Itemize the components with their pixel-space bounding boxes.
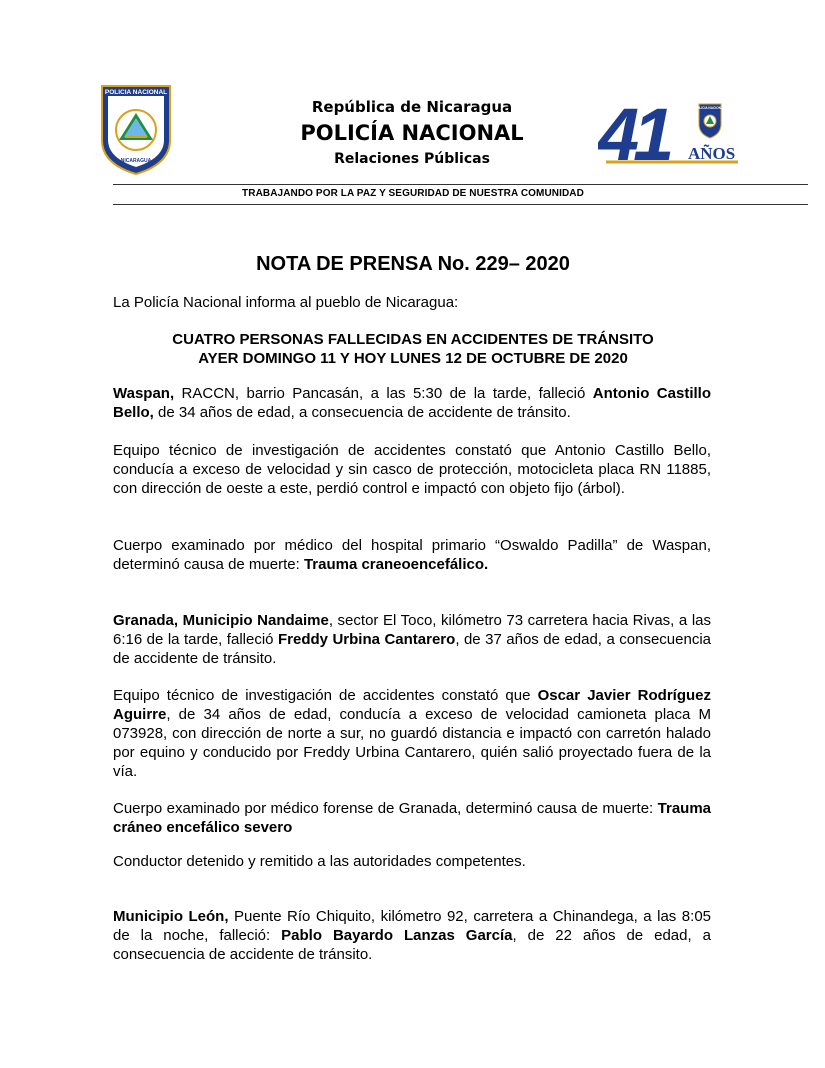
case1-cause: Cuerpo examinado por médico del hospital primario “Oswaldo Padilla” de Waspan, determinó causa de muerte: Trauma craneoencefálico. bbox=[113, 537, 711, 573]
case3-victim: Pablo Bayardo Lanzas García bbox=[281, 927, 513, 944]
institution-name: POLICÍA NACIONAL bbox=[300, 121, 524, 145]
case2-investigation: Equipo técnico de investigación de accidentes constató que Oscar Javier Rodríguez Aguirre, de 34 años de edad, conducía a exceso de velocidad camioneta placa M 073928, con dirección de norte a sur, no guardó distancia e impactó con carretón halado por equino y conducido por Freddy Urbina Cantarero, quién salió proyectado fuera de la vía. bbox=[113, 687, 711, 780]
anniversary-badge-text: POLICIA NACIONAL bbox=[694, 106, 726, 110]
case2-cause: Cuerpo examinado por médico forense de Granada, determinó causa de muerte: Trauma cráneo encefálico severo bbox=[113, 800, 711, 836]
case3-place: Municipio León, bbox=[113, 908, 229, 925]
anniversary-word: AÑOS bbox=[688, 144, 736, 163]
headline bbox=[113, 330, 713, 368]
case2-victim: Freddy Urbina Cantarero bbox=[277, 631, 456, 648]
police-badge-logo bbox=[98, 80, 174, 176]
motto: TRABAJANDO POR LA PAZ Y SEGURIDAD DE NUESTRA COMUNIDAD bbox=[242, 188, 584, 199]
badge-bottom-text: NICARAGUA bbox=[120, 158, 152, 164]
intro-line: La Policía Nacional informa al pueblo de Nicaragua: bbox=[113, 294, 459, 311]
case2-place: Granada, Municipio Nandaime bbox=[113, 612, 329, 629]
header-rule-top bbox=[113, 184, 808, 185]
case1-place: Waspan, bbox=[113, 385, 175, 402]
case2-detention: Conductor detenido y remitido a las autoridades competentes. bbox=[113, 853, 526, 870]
headline-line-2: AYER DOMINGO 11 Y HOY LUNES 12 DE OCTUBRE DE 2020 bbox=[198, 350, 628, 367]
press-release-title: NOTA DE PRENSA No. 229– 2020 bbox=[256, 253, 570, 275]
case1-victim: Antonio Castillo Bello, bbox=[113, 385, 711, 421]
case2-driver: Oscar Javier Rodríguez Aguirre bbox=[113, 687, 711, 723]
case1-cause-of-death: Trauma craneoencefálico. bbox=[303, 556, 489, 573]
country-name: República de Nicaragua bbox=[311, 98, 513, 116]
case1-summary: Waspan, RACCN, barrio Pancasán, a las 5:30 de la tarde, falleció Antonio Castillo Bello, de 34 años de edad, a consecuencia de accidente de tránsito. bbox=[113, 385, 711, 421]
anniversary-number: 41 bbox=[598, 98, 669, 170]
headline-line-1: CUATRO PERSONAS FALLECIDAS EN ACCIDENTES DE TRÁNSITO bbox=[172, 331, 654, 348]
case2-cause-of-death: Trauma cráneo encefálico severo bbox=[113, 800, 711, 836]
case3-summary: Municipio León, Puente Río Chiquito, kilómetro 92, carretera a Chinandega, a las 8:05 de la noche, falleció: Pablo Bayardo Lanzas García, de 22 años de edad, a consecuencia de accidente de tránsito. bbox=[113, 908, 711, 963]
department-name: Relaciones Públicas bbox=[334, 151, 490, 167]
letterhead bbox=[262, 97, 562, 169]
anniversary-41-logo bbox=[598, 98, 742, 170]
case2-summary: Granada, Municipio Nandaime, sector El Toco, kilómetro 73 carretera hacia Rivas, a las 6:16 de la tarde, falleció Freddy Urbina Cantarero, de 37 años de edad, a consecuencia de accidente de tránsito. bbox=[113, 612, 711, 667]
header-rule-bottom bbox=[113, 204, 808, 205]
badge-top-text: POLICIA NACIONAL bbox=[104, 89, 168, 96]
case1-investigation: Equipo técnico de investigación de accidentes constató que Antonio Castillo Bello, conducía a exceso de velocidad y sin casco de protección, motocicleta placa RN 11885, con dirección de oeste a este, perdió control e impactó con objeto fijo (árbol). bbox=[113, 442, 711, 497]
